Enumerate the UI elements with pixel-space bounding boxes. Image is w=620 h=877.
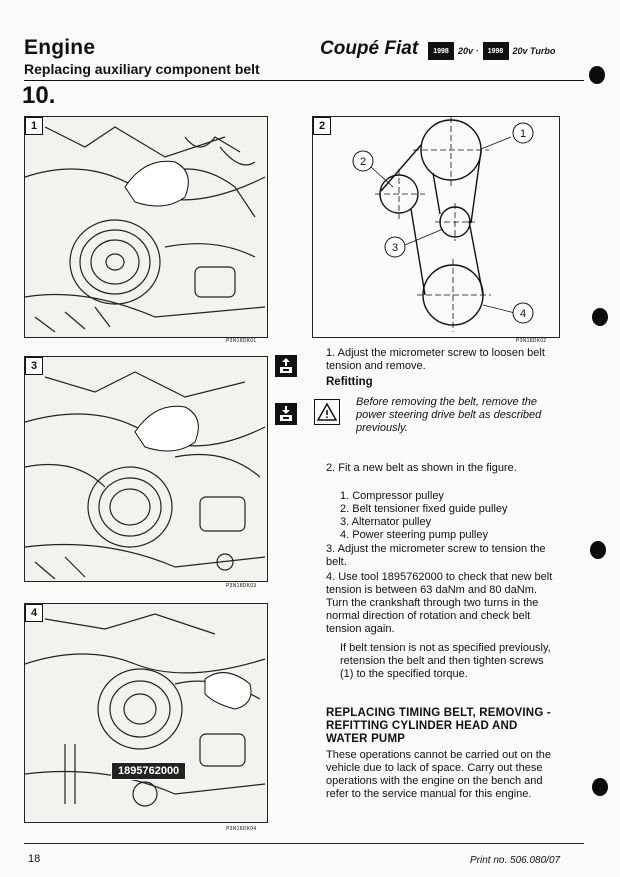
engine-illustration bbox=[25, 117, 267, 337]
print-number: Print no. 506.080/07 bbox=[470, 855, 561, 866]
tension-note: If belt tension is not as specified previously, retension the belt and then tighten screws (1) to the specified torque. bbox=[340, 642, 551, 680]
figure-number: 1 bbox=[25, 117, 43, 135]
step-3: 3. Adjust the micrometer screw to tension the belt. bbox=[326, 543, 546, 568]
binder-hole bbox=[592, 778, 608, 796]
car-year-icon: 1998 bbox=[483, 42, 509, 60]
section-number: 10. bbox=[22, 82, 56, 109]
legend-item: 2. Belt tensioner fixed guide pulley bbox=[340, 503, 508, 515]
warning-text: Before removing the belt, remove the power steering drive belt as described previously. bbox=[356, 396, 542, 434]
engine-illustration bbox=[25, 357, 267, 581]
figure-2-belt-diagram bbox=[312, 116, 560, 338]
legend-item: 4. Power steering pump pulley bbox=[340, 529, 488, 541]
brand-name: Coupé Fiat bbox=[320, 38, 419, 59]
legend-item: 3. Alternator pulley bbox=[340, 516, 432, 528]
page-number: 18 bbox=[28, 853, 41, 865]
binder-hole bbox=[592, 308, 608, 326]
car-year-icon: 1998 bbox=[428, 42, 454, 60]
variant-label: 20v Turbo bbox=[512, 46, 556, 56]
engine-refit-icon bbox=[275, 403, 297, 425]
binder-hole bbox=[589, 66, 605, 84]
figure-3-engine-photo bbox=[24, 356, 268, 582]
tool-callout-label: 1895762000 bbox=[111, 762, 186, 780]
section-text: These operations cannot be carried out on the vehicle due to lack of space. Carry out these operations with the engine on the bench and refer to the service manual for this engine. bbox=[326, 749, 552, 800]
step-2: 2. Fit a new belt as shown in the figure. bbox=[326, 462, 517, 474]
binder-hole bbox=[590, 541, 606, 559]
page-title: Engine bbox=[24, 36, 96, 59]
figure-4-tool-photo bbox=[24, 603, 268, 823]
callout-1: 1 bbox=[519, 128, 527, 140]
section-heading: REPLACING TIMING BELT, REMOVING - REFITTING CYLINDER HEAD AND WATER PUMP bbox=[326, 707, 551, 745]
step-4: 4. Use tool 1895762000 to check that new belt tension is between 63 daNm and 80 daNm. Turn the crankshaft through two turns in the normal direction of rotation and check belt tension again. bbox=[326, 571, 553, 635]
page-subtitle: Replacing auxiliary component belt bbox=[24, 61, 260, 77]
figure-code: P3N18DK03 bbox=[226, 583, 257, 589]
figure-number: 4 bbox=[25, 604, 43, 622]
header-rule bbox=[24, 80, 584, 81]
callout-3: 3 bbox=[391, 242, 399, 254]
figure-number: 3 bbox=[25, 357, 43, 375]
figure-code: P3N18DK02 bbox=[516, 338, 547, 344]
model-variants bbox=[428, 40, 588, 62]
belt-routing-diagram bbox=[313, 117, 559, 337]
engine-removal-icon bbox=[275, 355, 297, 377]
step-1: 1. Adjust the micrometer screw to loosen belt tension and remove. bbox=[326, 347, 545, 372]
figure-code: P3N18DK01 bbox=[226, 338, 257, 344]
figure-code: P3N18DK04 bbox=[226, 826, 257, 832]
engine-with-tool-illustration bbox=[25, 604, 267, 822]
refitting-heading: Refitting bbox=[326, 376, 373, 388]
figure-1-engine-photo bbox=[24, 116, 268, 338]
callout-4: 4 bbox=[519, 308, 527, 320]
figure-number: 2 bbox=[313, 117, 331, 135]
variant-label: 20v · bbox=[458, 46, 479, 56]
pulley-legend bbox=[340, 490, 560, 542]
callout-2: 2 bbox=[359, 156, 367, 168]
legend-item: 1. Compressor pulley bbox=[340, 490, 444, 502]
footer-rule bbox=[24, 843, 584, 844]
warning-triangle-icon bbox=[314, 399, 340, 425]
